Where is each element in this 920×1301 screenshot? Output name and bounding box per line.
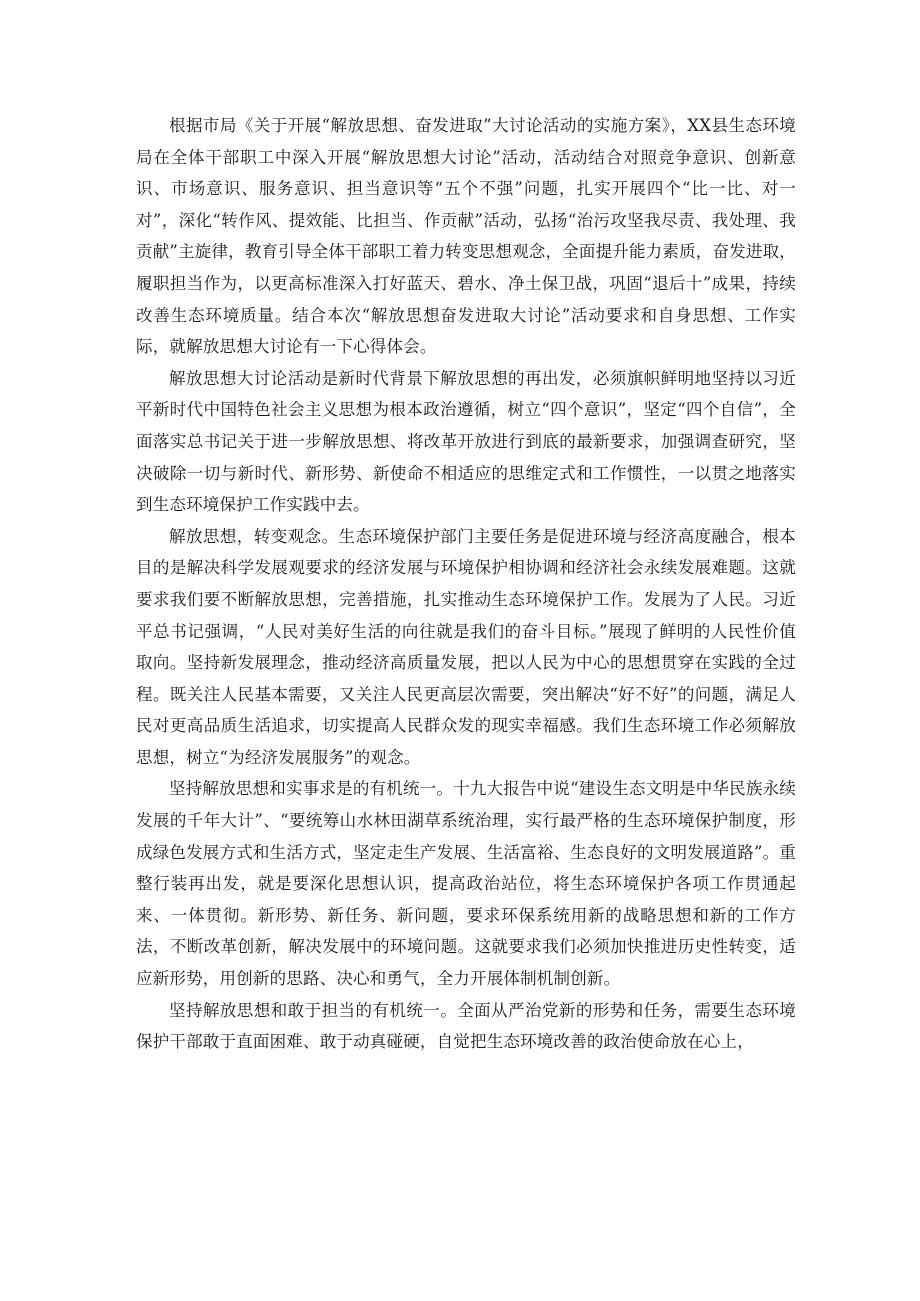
paragraph-discussion-activity: 解放思想大讨论活动是新时代背景下解放思想的再出发，必须旗帜鲜明地坚持以习近平新时代中国特色社会主义思想为根本政治遵循，树立“四个意识”，坚定“四个自信”，全面落实总书记关于进一步解放思想、将改革开放进行到底的最新要求，加强调查研究，坚决破除一切与新时代、新形势、新使命不相适应的思维定式和工作惯性，一以贯之地落实到生态环境保护工作实践中去。 bbox=[136, 368, 796, 515]
paragraph-intro: 根据市局《关于开展“解放思想、奋发进取”大讨论活动的实施方案》，XX县生态环境局在全体干部职工中深入开展“解放思想大讨论”活动，活动结合对照竞争意识、创新意识、市场意识、服务意识、担当意识等“五个不强”问题，扎实开展四个“比一比、对一对”，深化“转作风、提效能、比担当、作贡献”活动，弘扬“治污攻坚我尽责、我处理、我贡献”主旋律，教育引导全体干部职工着力转变思想观念，全面提升能力素质，奋发进取，履职担当作为，以更高标准深入打好蓝天、碧水、净土保卫战，巩固“退后十”成果，持续改善生态环境质量。结合本次“解放思想奋发进取大讨论”活动要求和自身思想、工作实际，就解放思想大讨论有一下心得体会。 bbox=[136, 116, 796, 357]
paragraph-taking-responsibility: 坚持解放思想和敢于担当的有机统一。全面从严治党新的形势和任务，需要生态环境保护干部敢于直面困难、敢于动真碰硬，自觉把生态环境改善的政治使命放在心上， bbox=[136, 1000, 796, 1052]
paragraph-change-concepts: 解放思想，转变观念。生态环境保护部门主要任务是促进环境与经济高度融合，根本目的是解决科学发展观要求的经济发展与环境保护相协调和经济社会永续发展难题。这就要求我们要不断解放思想，完善措施，扎实推动生态环境保护工作。发展为了人民。习近平总书记强调，“人民对美好生活的向往就是我们的奋斗目标。”展现了鲜明的人民性价值取向。坚持新发展理念，推动经济高质量发展，把以人民为中心的思想贯穿在实践的全过程。既关注人民基本需要，又关注人民更高层次需要，突出解决“好不好”的问题，满足人民对更高品质生活追求，切实提高人民群众发的现实幸福感。我们生态环境工作必须解放思想，树立“为经济发展服务”的观念。 bbox=[136, 526, 796, 767]
document-body bbox=[136, 110, 796, 1058]
paragraph-seeking-truth: 坚持解放思想和实事求是的有机统一。十九大报告中说“建设生态文明是中华民族永续发展的千年大计”、“要统筹山水林田湖草系统治理，实行最严格的生态环境保护制度，形成绿色发展方式和生活方式，坚定走生产发展、生活富裕、生态良好的文明发展道路”。重整行装再出发，就是要深化思想认识，提高政治站位，将生态环境保护各项工作贯通起来、一体贯彻。新形势、新任务、新问题，要求环保系统用新的战略思想和新的工作方法，不断改革创新，解决发展中的环境问题。这就要求我们必须加快推进历史性转变，适应新形势，用创新的思路、决心和勇气，全力开展体制机制创新。 bbox=[136, 779, 796, 989]
